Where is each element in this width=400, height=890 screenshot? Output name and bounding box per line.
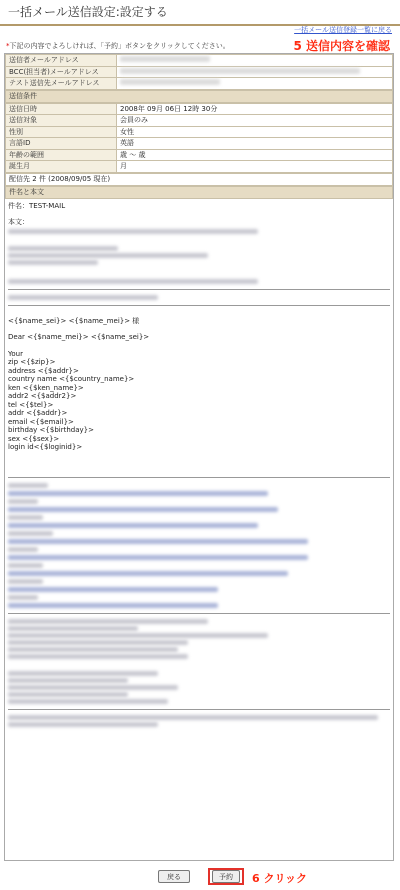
redacted-line [8,722,158,727]
redacted-line [8,671,158,676]
condition-label: 誕生月 [6,161,117,173]
greeting-line: <{$name_sei}> <{$name_mei}> 様 [8,316,140,325]
condition-value: 女性 [117,126,393,138]
redacted-line [8,654,188,659]
divider [8,613,390,614]
redacted-line [8,595,38,600]
redacted-link [8,587,218,592]
condition-value: 会員のみ [117,115,393,127]
condition-value: 2008年 09月 06日 12時 30分 [117,103,393,115]
redacted-line [8,483,48,488]
bcc-value [117,66,393,78]
mail-header: 件名と本文 [5,186,393,199]
sender-value [117,55,393,67]
conditions-table [5,103,393,173]
redacted-line [8,531,53,536]
test-row [6,78,393,90]
reserve-button[interactable]: 予約 [212,870,240,883]
template-line: email <{$email}> [8,417,74,426]
bcc-row [6,66,393,78]
redacted-line [8,692,128,697]
condition-row [6,115,393,127]
redacted-line [8,229,258,234]
divider [8,289,390,290]
annotation-step-5: 5 送信内容を確認 [293,39,390,53]
condition-value: 歳 ～ 歳 [117,149,393,161]
condition-row [6,149,393,161]
condition-label: 年齢の範囲 [6,149,117,161]
template-line: birthday <{$birthday}> [8,426,94,434]
condition-row [6,138,393,150]
redacted-line [8,626,138,631]
template-line: sex <{$sex}> [8,434,60,443]
redacted-line [8,260,98,265]
sender-label: 送信者メールアドレス [6,55,117,67]
conditions-header: 送信条件 [5,90,393,103]
condition-value: 英語 [117,138,393,150]
template-line: addr <{$addr}> [8,409,68,417]
bcc-label: BCC(担当者)メールアドレス [6,66,117,78]
template-line: login id<{$loginid}> [8,443,83,451]
template-line: zip <{$zip}> [8,358,56,366]
button-row [0,868,400,886]
redacted-line [8,685,178,690]
divider [8,709,390,710]
redacted-link [8,539,308,544]
condition-value: 月 [117,161,393,173]
sender-row [6,55,393,67]
redacted-line [8,295,158,300]
redacted-line [8,699,168,704]
required-mark: * [6,42,10,50]
redacted-line [8,579,43,584]
your-line: Your [8,349,23,358]
template-line: addr2 <{$addr2}> [8,392,77,400]
divider [8,305,390,306]
condition-row [6,126,393,138]
redacted-line [8,647,178,652]
instruction-note [6,41,230,51]
redacted-line [8,640,188,645]
recipient-count: 配信先 2 件 (2008/09/05 現在) [5,173,393,186]
condition-label: 性別 [6,126,117,138]
redacted-line [8,619,208,624]
redacted-line [8,715,378,720]
back-to-list-link[interactable]: 一括メール送信登録一覧に戻る [294,26,392,34]
redacted-line [8,499,38,504]
redacted-line [8,633,268,638]
redacted-link [8,555,308,560]
template-line: address <{$addr}> [8,366,79,375]
template-line: tel <{$tel}> [8,400,54,409]
condition-row [6,103,393,115]
redacted-line [8,279,258,284]
redacted-link [8,523,258,528]
condition-row [6,161,393,173]
confirmation-panel [4,53,394,861]
page-title: 一括メール送信設定:設定する [0,0,400,26]
back-button[interactable]: 戻る [158,870,190,883]
redacted-link [8,491,268,496]
redacted-line [8,678,128,683]
condition-label: 送信対象 [6,115,117,127]
instruction-text: 下記の内容でよろしければ、「予約」ボタンをクリックしてください。 [9,42,230,50]
template-line: country name <{$country_name}> [8,375,135,383]
template-line: ken <{$ken_name}> [8,383,84,392]
redacted-line [8,547,38,552]
test-value [117,78,393,90]
redacted-value [120,56,210,62]
redacted-link [8,507,278,512]
test-label: テスト送信先メールアドレス [6,78,117,90]
divider [8,477,390,478]
body-label: 本文： [8,218,29,226]
redacted-link [8,603,218,608]
redacted-line [8,246,118,251]
annotation-step-6: 6 クリック [252,872,308,885]
dear-line: Dear <{$name_mei}> <{$name_sei}> [8,333,150,341]
condition-label: 送信日時 [6,103,117,115]
redacted-line [8,563,43,568]
mail-body [5,199,393,833]
condition-label: 言語ID [6,138,117,150]
mail-subject: 件名：TEST-MAIL [8,201,66,210]
redacted-line [8,253,208,258]
redacted-value [120,79,220,85]
redacted-line [8,515,43,520]
template-lines [8,358,390,452]
redacted-value [120,68,360,74]
redacted-link [8,571,288,576]
address-table [5,54,393,90]
